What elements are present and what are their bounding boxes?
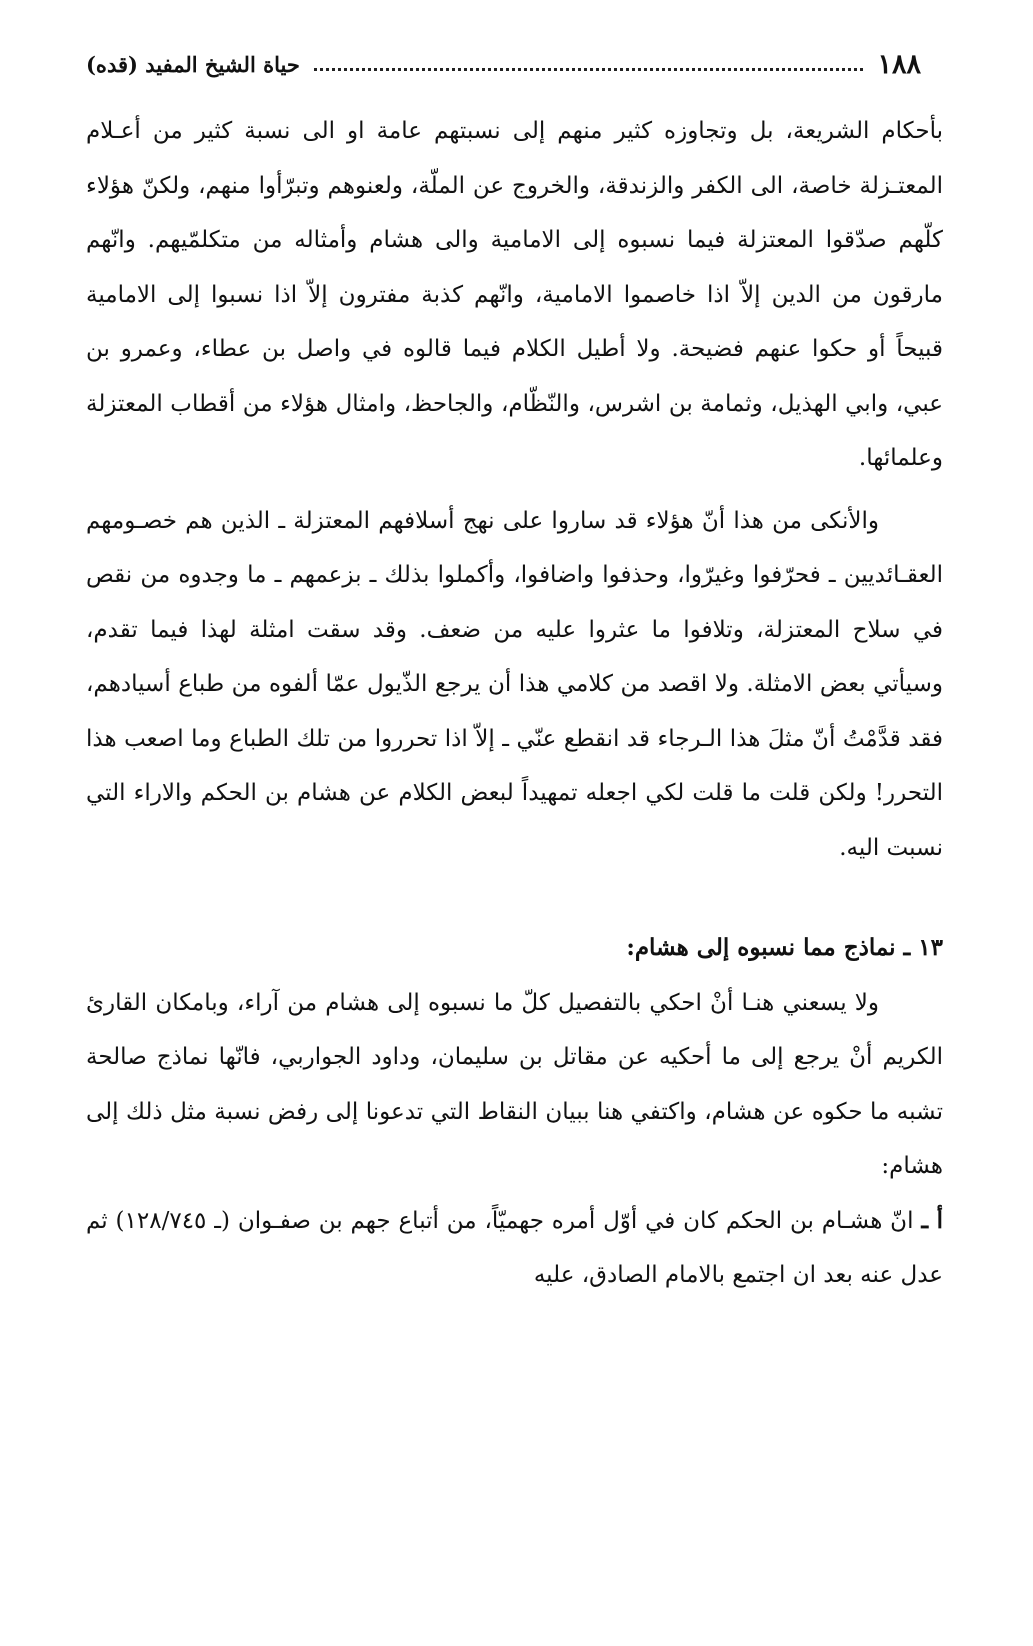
- section-spacer: [86, 875, 943, 921]
- paragraph-1: بأحكام الشريعة، بل وتجاوزه كثير منهم إلى نسبتهم عامة او الى نسبة كثير من أعـلام المعتـزلة خاصة، الى الكفر والزندقة، والخروج عن الملّة، ولعنوهم وتبرّأوا منهم، ولكنّ هؤلاء كلّهم صدّقوا المعتزلة فيما نسبوه إلى الامامية والى هشام وأمثاله من متكلمّيهم. وانّهم مارقون من الدين إلاّ اذا خاصموا الامامية، وانّهم كذبة مفترون إلاّ اذا نسبوا إلى الامامية قبيحاً أو حكوا عنهم فضيحة. ولا أطيل الكلام فيما قالوه في واصل بن عطاء، وعمرو بن عبي، وابي الهذيل، وثمامة بن اشرس، والنّظّام، والجاحظ، وامثال هؤلاء من أقطاب المعتزلة وعلمائها.: [86, 118, 943, 471]
- paragraph-spacer: [86, 486, 943, 494]
- header-dotted-leader: [314, 68, 864, 71]
- page-header: [86, 44, 921, 84]
- list-item-a: [86, 1194, 943, 1303]
- list-item-text: انّ هشـام بن الحكم كان في أوّل أمره جهميّاً، من أتباع جهم بن صفـوان (ـ ١٢٨/٧٤٥) ثم عدل عنه بعد ان اجتمع بالامام الصادق، عليه: [86, 1207, 943, 1288]
- section-intro-paragraph: ولا يسعني هنـا أنْ احكي بالتفصيل كلّ ما نسبوه إلى هشام من آراء، وبامكان القارئ الكريم أنْ يرجع إلى ما أحكيه عن مقاتل بن سليمان، وداود الجواربي، فانّها نماذج صالحة تشبه ما حكوه عن هشام، واكتفي هنا ببيان النقاط التي تدعونا إلى رفض نسبة مثل ذلك إلى هشام:: [86, 989, 943, 1179]
- page-body: [86, 104, 943, 1303]
- list-item-letter: أ ـ: [921, 1206, 944, 1234]
- page-number: ١٨٨: [877, 48, 921, 80]
- running-title: حياة الشيخ المفيد (قده): [86, 51, 300, 77]
- section-heading: ١٣ ـ نماذج مما نسبوه إلى هشام:: [626, 934, 943, 961]
- paragraph-2: والأنكى من هذا أنّ هؤلاء قد ساروا على نهج أسلافهم المعتزلة ـ الذين هم خصـومهم العقـائديين ـ فحرّفوا وغيرّوا، وحذفوا واضافوا، وأكملوا بذلك ـ بزعمهم ـ ما وجدوه من نقص في سلاح المعتزلة، وتلافوا ما عثروا عليه من ضعف. وقد سقت امثلة لهذا فيما تقدم، وسيأتي بعض الامثلة. ولا اقصد من كلامي هذا أن يرجع الذّيول عمّا ألفوه من طباع أسيادهم، فقد قدَّمْتُ أنّ مثلَ هذا الـرجاء قد انقطع عنّي ـ إلاّ اذا تحرروا من تلك الطباع وما اصعب هذا التحرر! ولكن قلت ما قلت لكي اجعله تمهيداً لبعض الكلام عن هشام بن الحكم والاراء التي نسبت اليه.: [86, 507, 943, 861]
